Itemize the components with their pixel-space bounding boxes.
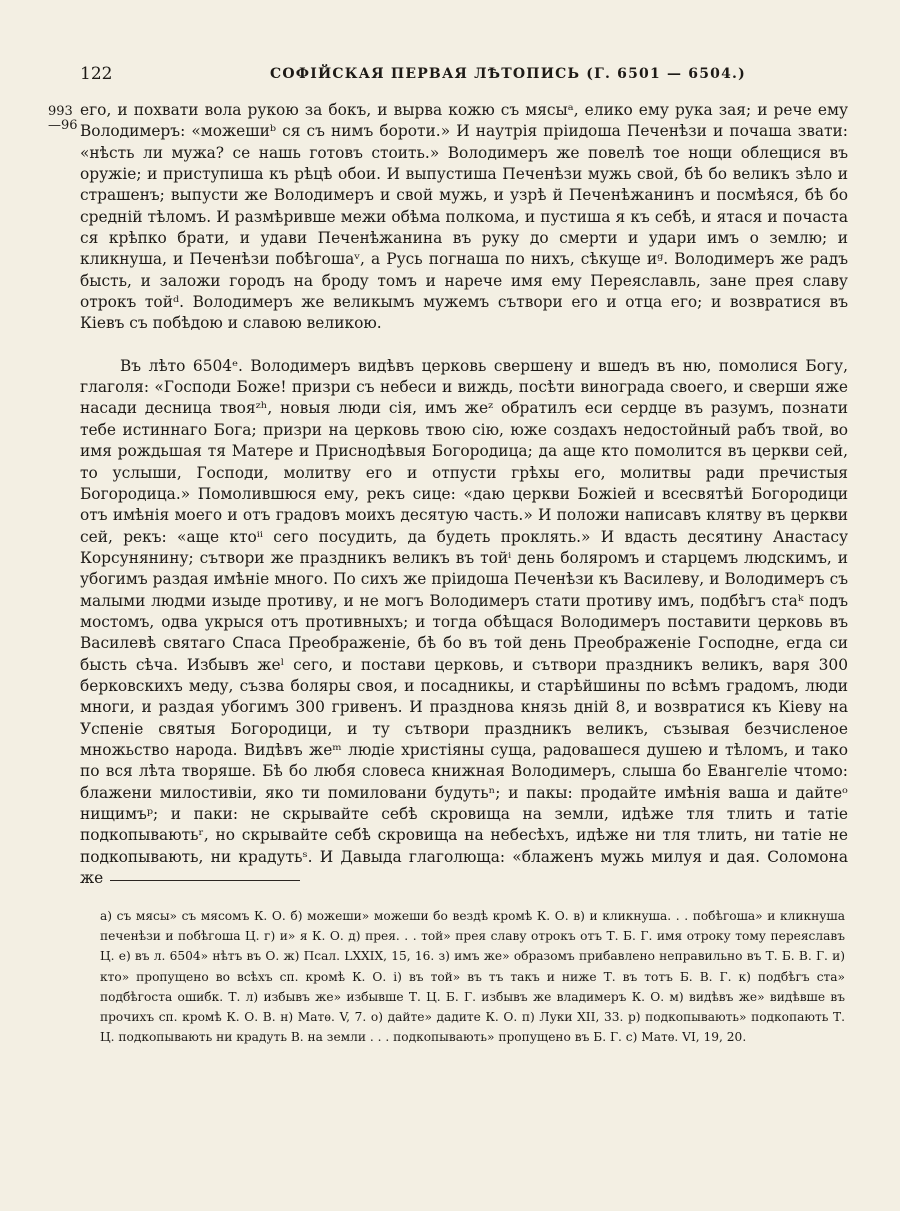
footnote-text: а) съ мясы» съ мясомъ К. О. б) можеши» можеши бо вездѣ кромѣ К. О. в) и кликнуша. . . побѣгоша» и кликнуша печенѣзи и побѣгоша Ц. г) и» я К. О. д) прея. . . той» прея славу отрокъ отъ Т. Б. Г. имя отроку тому переяславъ Ц. е) въ л. 6504» нѣтъ въ О. ж) Псал. LXXIX, 15, 16. з) имъ же» образомъ прибавлено неправильно въ Т. Б. В. Г. и) кто» пропущено во всѣхъ сп. кромѣ К. О. і) въ той» въ тъ такъ и ниже Т. въ тотъ Б. В. Г. к) подбѣгъ ста» подбѣгоста ошибк. Т. л) избывъ же» избывше Т. Ц. Б. Г. избывъ же владимеръ К. О. м) видѣвъ же» видѣвше въ прочихъ сп. кромѣ К. О. В. н) Матѳ. V, 7. о) дайте» дадите К. О. п) Луки XII, 33. р) подкопывають» подкопають Т. Ц. подкопывають ни крадуть В. на земли . . . подкопывають» пропущено въ Б. Г. с) Матѳ. VI, 19, 20. — [100, 909, 845, 1045]
footnotes — [100, 906, 845, 1047]
running-title: СОФІЙСКАЯ ПЕРВАЯ ЛѢТОПИСЬ (Г. 6501 — 6504.) — [270, 66, 746, 82]
margin-year-bottom: —96 — [48, 118, 78, 133]
paragraph-2: Въ лѣто 6504ᵉ. Володимеръ видѣвъ церковь свершену и вшедъ въ ню, помолися Богу, глаголя: «Господи Боже! призри съ небеси и виждь, посѣти винограда своего, и сверши яже насади десница твояᶻʰ, новыя люди сія, имъ жеᶻ обратилъ еси сердце въ разумъ, познати тебе истиннаго Бога; призри на церковь твою сію, юже создахъ недостойный рабъ твой, во имя рождьшая тя Матере и Приснодѣвыя Богородица; да аще кто помолится въ церкви сей, то услыши, Господи, молитву его и отпусти грѣхы его, молитвы ради пречистыя Богородица.» Помолившюся ему, рекъ сице: «даю церкви Божіей и всесвятѣй Богородици отъ имѣнія моего и отъ градовъ моихъ десятую часть.» И положи написавъ клятву въ церкви сей, рекъ: «аще ктоⁱⁱ сего посудить, да будеть проклять.» И вдасть десятину Анастасу Корсунянину; сътвори же праздникъ великъ въ тойⁱ день боляромъ и старцемъ людскимъ, и убогимъ раздая имѣніе много. По сихъ же пріидоша Печенѣзи къ Василеву, и Володимеръ съ малыми людми изыде противу, и не могъ Володимеръ стати противу имъ, подбѣгъ стаᵏ подъ мостомъ, одва укрыся отъ противныхъ; и тогда обѣщася Володимеръ поставити церковь въ Василевѣ святаго Спаса Преображеніе, бѣ бо въ той день Преображеніе Господне, егда си бысть сѣча. Избывъ жеˡ сего, и постави церковь, и сътвори праздникъ великъ, варя 300 берковскихъ меду, съзва боляры своя, и посадникы, и старѣйшины по всѣмъ градомъ, люди многи, и раздая убогимъ 300 гривенъ. И празднова князь дній 8, и возвратися къ Кіеву на Успеніе святыя Богородици, и ту сътвори праздникъ великъ, съзывая безчисленое множьство народа. Видѣвъ жеᵐ людіе христіяны суща, радовашеся душею и тѣломъ, и тако по вся лѣта творяше. Бѣ бо любя словеса книжная Володимеръ, слыша бо Евангеліе чтомо: блажени милостивіи, яко ти помиловани будутьⁿ; и пакы: продайте имѣнія ваша и дайтеᵒ нищимъᵖ; и паки: не скрывайте себѣ скровища на земли, идѣже тля тлить и татіе подкопываютьʳ, но скрывайте себѣ скровища на небесѣхъ, идѣже ни тля тлить, ни татіе не подкопывають, ни крадутьˢ. И Давыда глаголюща: «блаженъ мужь милуя и дая. Соломона же — [80, 356, 848, 888]
margin-year-top: 993 — [48, 104, 73, 119]
footnote-rule — [110, 880, 300, 881]
page-header — [80, 64, 850, 88]
main-text — [80, 100, 848, 889]
page-number: 122 — [80, 64, 113, 84]
paragraph-1: его, и похвати вола рукою за бокъ, и вырва кожю съ мясыᵃ, елико ему рука зая; и рече ему Володимеръ: «можешиᵇ ся съ нимъ бороти.» И наутрія пріидоша Печенѣзи и почаша звати: «нѣсть ли мужа? се нашь готовъ стоить.» Володимеръ же повелѣ тое нощи облещися въ оружіе; и приступиша къ рѣцѣ обои. И выпустиша Печенѣзи мужь свой, бѣ бо великъ зѣло и страшенъ; выпусти же Володимеръ и свой мужь, и узрѣ й Печенѣжанинъ и посмѣяся, бѣ бо средній тѣломъ. И размѣривше межи обѣма полкома, и пустиша я къ себѣ, и ятася и почаста ся крѣпко брати, и удави Печенѣжанина въ руку до смерти и удари имъ о землю; и кликнуша, и Печенѣзи побѣгошаᵛ, а Русь погнаша по нихъ, сѣкуще иᵍ. Володимеръ же радъ бысть, и заложи городъ на броду томъ и нарече имя ему Переяславль, зане прея славу отрокъ тойᵈ. Володимеръ же великымъ мужемъ сътвори его и отца его; и возвратися въ Кіевъ съ побѣдою и славою великою. — [80, 101, 848, 333]
